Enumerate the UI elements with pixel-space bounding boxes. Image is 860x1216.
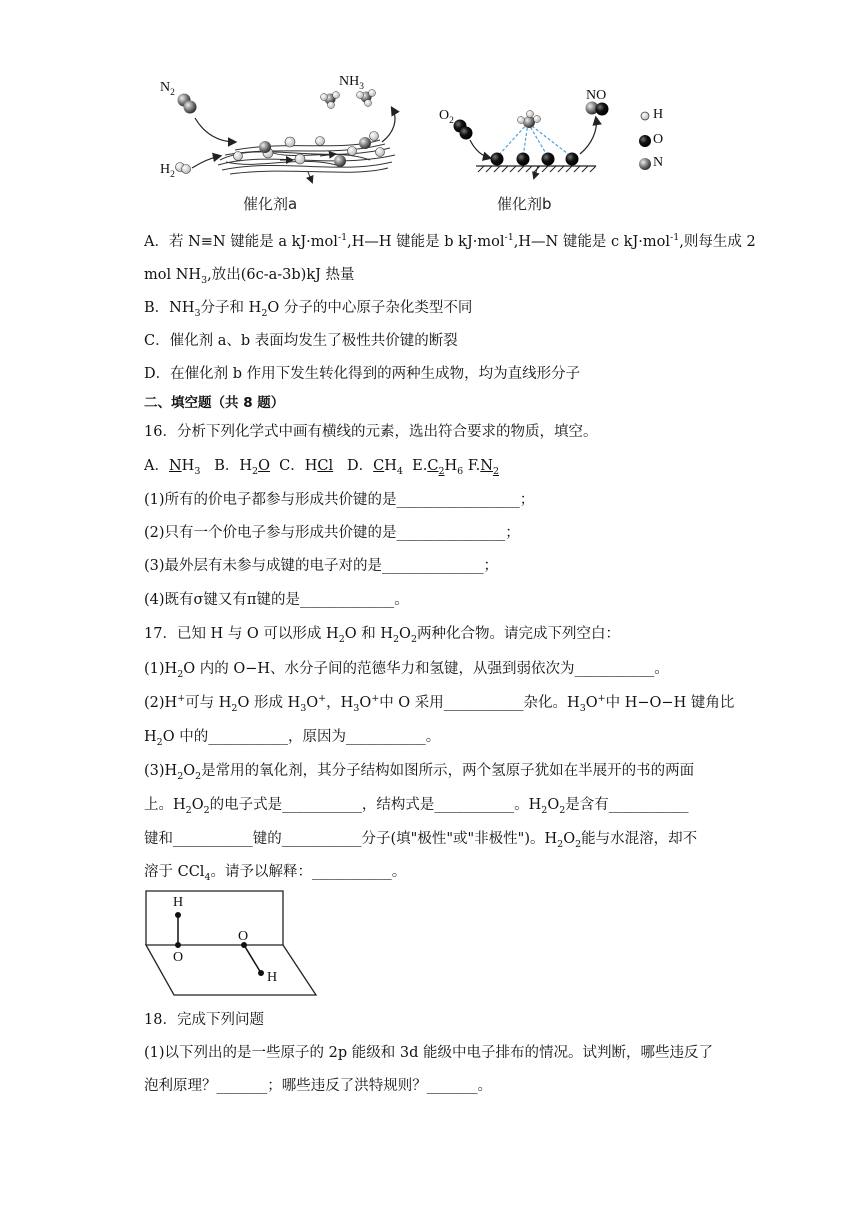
q16-stem: 16．分析下列化学式中画有横线的元素，选出符合要求的物质，填空。 bbox=[144, 424, 598, 440]
section-fill-in: 二、填空题（共 8 题） bbox=[144, 395, 285, 411]
q15-option-a-line1: A．若 N≡N 键能是 a kJ·mol$^{-1}$,H—H 键能是 b kJ·mol$^{-1}$,H—N 键能是 c kJ·mol$^{-1}$,则每生成 2 bbox=[144, 232, 756, 250]
caption-catalyst-a: 催化剂a bbox=[243, 195, 298, 213]
q17-part2-line2: $H_2O$ 中的___________，原因为___________。 bbox=[144, 729, 441, 748]
h2o2-structure-figure bbox=[140, 888, 320, 1000]
q15-option-b: B．$NH_3$分子和 $H_2O$ 分子的中心原子杂化类型不同 bbox=[144, 300, 473, 319]
answer-blank[interactable]: _________________； bbox=[396, 492, 535, 508]
q17-part3-line2: 上。$H_2O_2$的电子式是___________，结构式是___________。$H_2O_2$是含有___________ bbox=[144, 797, 689, 816]
q16-part2: (2)只有一个价电子参与形成共价键的是_______________； bbox=[144, 525, 520, 541]
q16-part3: (3)最外层有未参与成键的电子对的是______________； bbox=[144, 558, 499, 574]
q17-part3-line4: 溶于 CCl$_4$。请予以解释：___________。 bbox=[144, 864, 407, 883]
q16-options: A．$NH_3$ B．$H_2O$ C．HCl D．$CH_4$ $E.C_2H_6$ $F.N_2$ bbox=[144, 458, 499, 477]
legend-h: H bbox=[653, 107, 664, 122]
legend-o: O bbox=[653, 132, 664, 147]
fig-label-o-right: O bbox=[238, 929, 249, 944]
answer-blank[interactable]: _____________。 bbox=[299, 592, 409, 608]
legend-n: N bbox=[653, 155, 664, 170]
caption-catalyst-b: 催化剂b bbox=[497, 195, 552, 213]
q17-part2-line1: (2)H+可与 $H_2O$ 形成 $H_3O^+$，$H_3O^+$中 O 采用___________杂化。$H_3O^+$中 H−O−H 键角比 bbox=[144, 693, 735, 714]
q17-part3-line1: $(3)H_2O_2$是常用的氧化剂，其分子结构如图所示，两个氢原子犹如在半展开的书的两面 bbox=[144, 763, 695, 782]
q17-part1: $(1)H_2O$ 内的 O−H、水分子间的范德华力和氢键，从强到弱依次为___________。 bbox=[144, 661, 669, 680]
label-h2: $H_2$ bbox=[160, 162, 175, 180]
catalyst-figure bbox=[140, 70, 700, 220]
label-o2: $O_2$ bbox=[439, 108, 454, 126]
q17-stem: 17．已知 H 与 O 可以形成 $H_2O$ 和 $H_2O_2$两种化合物。请完成下列空白： bbox=[144, 626, 620, 645]
q16-part1: (1)所有的价电子都参与形成共价键的是_________________； bbox=[144, 492, 535, 508]
q18-part1-line2: 泡利原理？_______；哪些违反了洪特规则？_______。 bbox=[144, 1078, 492, 1094]
label-nh3: $NH_3$ bbox=[339, 74, 364, 92]
q18-part1-line1: (1)以下列出的是一些原子的 2p 能级和 3d 能级中电子排布的情况。试判断，哪些违反了 bbox=[144, 1045, 713, 1061]
label-n2: $N_2$ bbox=[160, 80, 175, 98]
q16-part4: (4)既有σ键又有π键的是_____________。 bbox=[144, 592, 409, 608]
answer-blank[interactable]: ______________； bbox=[382, 558, 499, 574]
fig-label-h-top: H bbox=[173, 895, 184, 910]
fig-label-o-left: O bbox=[173, 950, 184, 965]
q15-option-c: C．催化剂 a、b 表面均发生了极性共价键的断裂 bbox=[144, 333, 458, 349]
q18-stem: 18．完成下列问题 bbox=[144, 1012, 264, 1028]
fig-label-h-bottom: H bbox=[267, 970, 278, 985]
q15-option-d: D．在催化剂 b 作用下发生转化得到的两种生成物，均为直线形分子 bbox=[144, 366, 581, 382]
q15-option-a-line2: mol $NH_3$,放出(6c-a-3b)kJ 热量 bbox=[144, 267, 355, 286]
answer-blank[interactable]: _______________； bbox=[396, 525, 520, 541]
q17-part3-line3: 键和___________键的___________分子(填"极性"或"非极性")。$H_2O_2$能与水混溶，却不 bbox=[144, 831, 698, 850]
label-no: NO bbox=[586, 88, 607, 103]
